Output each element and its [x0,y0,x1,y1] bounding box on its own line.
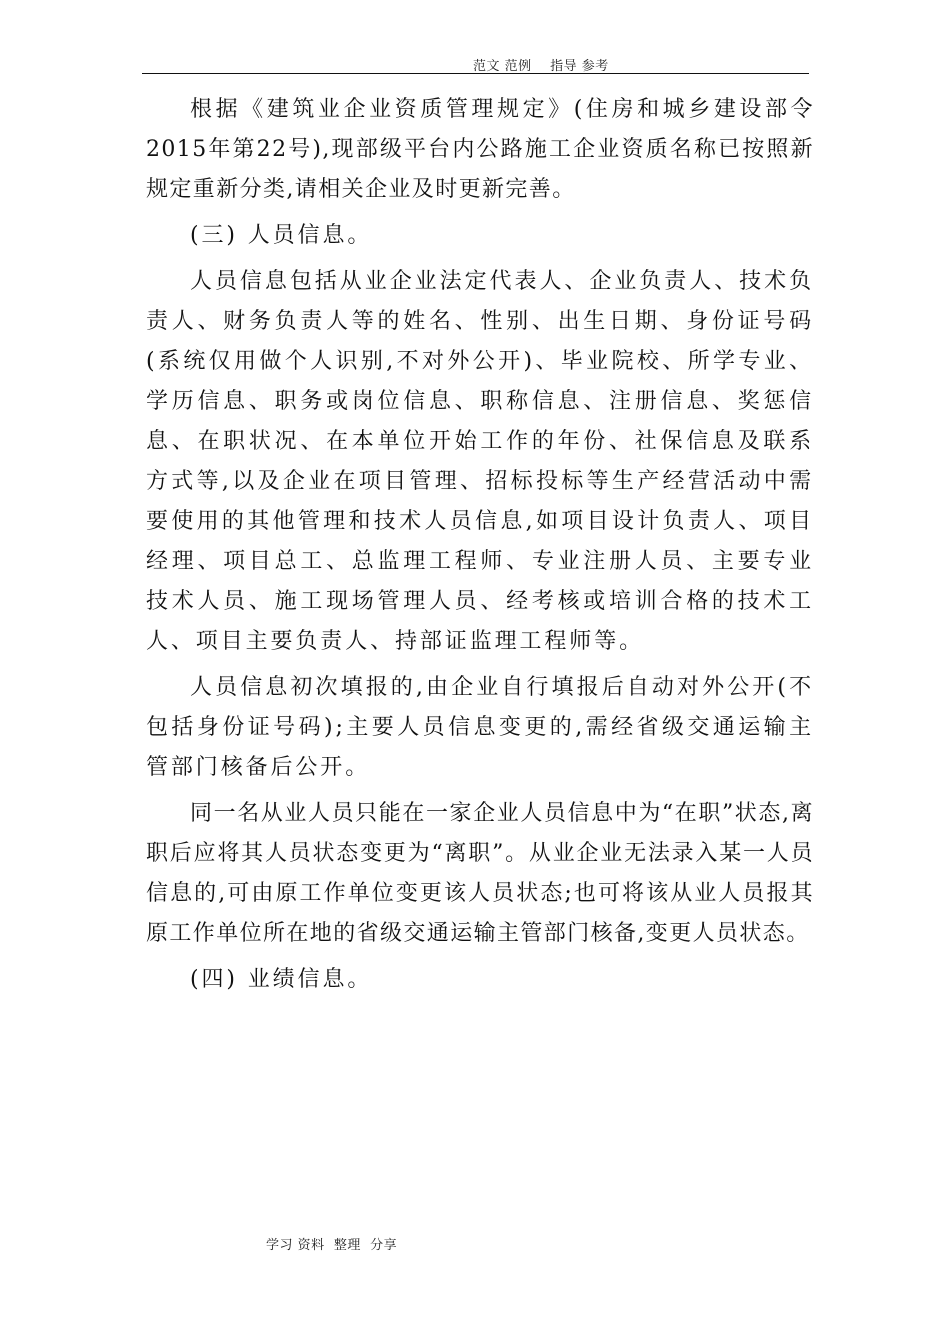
paragraph-employment-status: 同一名从业人员只能在一家企业人员信息中为“在职”状态,离职后应将其人员状态变更为“离职”。从业企业无法录入某一人员信息的,可由原工作单位变更该人员状态;也可将该从业人员报其原工作单位所在地的省级交通运输主管部门核备,变更人员状态。 [146,801,814,946]
section-heading-personnel: (三) 人员信息。 [190,223,373,248]
paragraph-qualification-update: 根据《建筑业企业资质管理规定》(住房和城乡建设部令2015年第22号),现部级平台内公路施工企业资质名称已按照新规定重新分类,请相关企业及时更新完善。 [146,97,814,202]
paragraph-personnel-scope: 人员信息包括从业企业法定代表人、企业负责人、技术负责人、财务负责人等的姓名、性别、出生日期、身份证号码(系统仅用做个人识别,不对外公开)、毕业院校、所学专业、学历信息、职务或岗位信息、职称信息、注册信息、奖惩信息、在职状况、在本单位开始工作的年份、社保信息及联系方式等,以及企业在项目管理、招标投标等生产经营活动中需要使用的其他管理和技术人员信息,如项目设计负责人、项目经理、项目总工、总监理工程师、专业注册人员、主要专业技术人员、施工现场管理人员、经考核或培训合格的技术工人、项目主要负责人、持部证监理工程师等。 [146,269,814,654]
page-footer: 学习 资料 整理 分享 [266,1238,398,1253]
header-rule [142,73,809,74]
paragraph-personnel-reporting: 人员信息初次填报的,由企业自行填报后自动对外公开(不包括身份证号码);主要人员信息变更的,需经省级交通运输主管部门核备后公开。 [146,675,814,780]
document-body [146,90,814,1000]
section-heading-performance: (四) 业绩信息。 [190,967,373,992]
page-header: 范文 范例 指导 参考 [473,59,609,74]
